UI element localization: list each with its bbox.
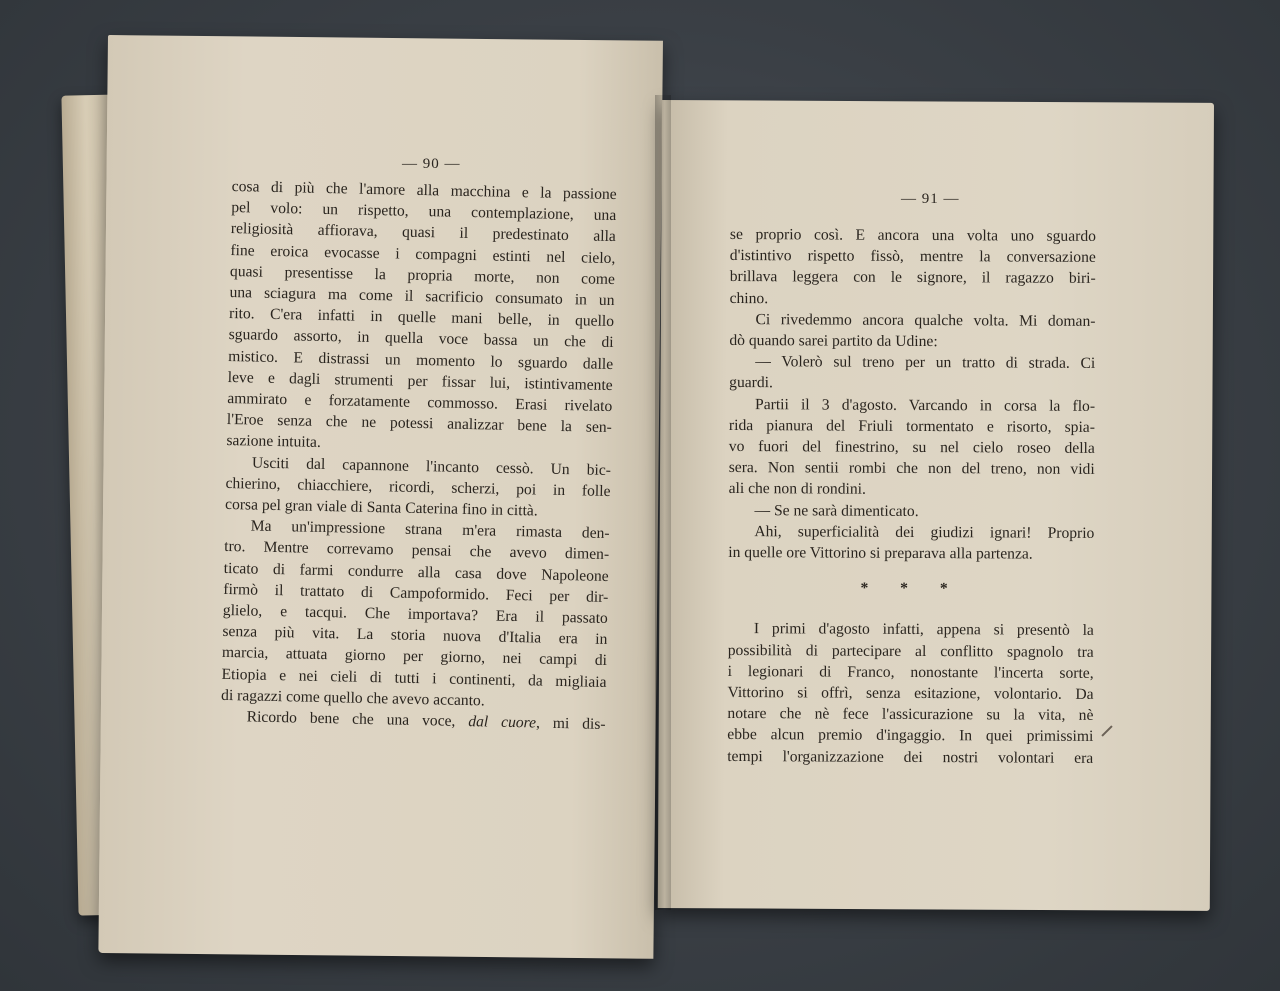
text-line: notare che nè fece l'assicurazione su la vita, nè xyxy=(727,705,1094,725)
text-line: rida pianura del Friuli tormentato e risorto, spia- xyxy=(728,416,1095,436)
text-line: corsa pel gran viale di Santa Caterina fino in città. xyxy=(224,495,538,520)
text-line: ticato di farmi condurre alla casa dove Napoleone xyxy=(223,559,609,585)
left-page-number: — 90 — xyxy=(402,156,461,172)
text-line: sguardo assorto, in quella voce bassa un che di xyxy=(228,326,614,352)
text-line: ebbe alcun premio d'ingaggio. In quei primissimi xyxy=(727,726,1094,746)
right-page-number: — 91 — xyxy=(901,191,960,207)
book-gutter xyxy=(655,95,671,910)
text-line: chino. xyxy=(729,289,769,307)
text-line: glielo, e tacqui. Che importava? Era il passato xyxy=(222,601,608,628)
text-line: — Volerò sul treno per un tratto di strada. Ci xyxy=(755,353,1096,373)
text-line: Partii il 3 d'agosto. Varcando in corsa la flo- xyxy=(755,395,1096,415)
text-line: Ricordo bene che una voce, dal cuore, mi dis- xyxy=(246,708,606,734)
text-line: guardi. xyxy=(729,374,773,392)
right-page-text xyxy=(727,224,1096,769)
text-line: chierino, chiacchiere, ricordi, scherzi, poi in folle xyxy=(225,474,611,500)
text-line: Vittorino si offrì, senza esitazione, volontario. Da xyxy=(727,684,1094,703)
text-line: dò quando sarei partito da Udine: xyxy=(729,332,938,351)
text-line: d'istintivo rispetto fissò, mentre la conversazione xyxy=(729,247,1096,267)
text-line: — Se ne sarà dimenticato. xyxy=(754,501,919,520)
text-line: brillava leggera con le signore, il ragazzo biri- xyxy=(729,268,1096,288)
italic-phrase: dal cuore xyxy=(468,713,537,732)
text-line: in quelle ore Vittorino si preparava alla partenza. xyxy=(728,544,1033,563)
left-page-text xyxy=(220,176,616,735)
text-line: tro. Mentre correvamo pensai che avevo dimen- xyxy=(224,538,610,564)
text-line: religiosità affiorava, quasi il predestinato alla xyxy=(230,220,616,246)
text-line: fine eroica evocasse i compagni estinti nel cielo, xyxy=(230,241,616,267)
text-line: sazione intuita. xyxy=(226,432,322,452)
text-line: tempi l'organizzazione dei nostri volontari era xyxy=(727,747,1094,767)
text-line: Ahi, superficialità dei giudizi ignari! Proprio xyxy=(754,522,1095,542)
section-separator: * * * xyxy=(860,579,962,598)
text-line: Ci rivedemmo ancora qualche volta. Mi doman- xyxy=(755,310,1096,330)
text-line: di ragazzi come quello che avevo accanto. xyxy=(220,686,485,710)
text-line: firmò il trattato di Campoformido. Feci per dir- xyxy=(223,580,609,606)
text-line: mistico. E distrassi un momento lo sguardo dalle xyxy=(228,347,614,373)
text-line: ammirato e forzatamente commosso. Erasi rivelato xyxy=(227,389,613,416)
text-line: Ma un'impressione strana m'era rimasta den- xyxy=(250,517,610,543)
text-line: Etiopia e nei cieli di tutti i continenti, da migliaia xyxy=(221,665,607,691)
text-line: quasi presentisse la propria morte, non come xyxy=(229,262,616,288)
text-line: Usciti dal capannone l'incanto cessò. Un bic- xyxy=(251,454,612,479)
text-line: marcia, attuata giorno per giorno, nei campi di xyxy=(221,644,608,670)
text-line: una sciagura ma come il sacrificio consumato in un xyxy=(229,283,615,310)
text-line: l'Eroe senza che ne potessi analizzar bene la sen- xyxy=(226,411,612,437)
text-line: pel volo: un rispetto, una contemplazione, una xyxy=(231,199,617,225)
text-line: cosa di più che l'amore alla macchina e la passione xyxy=(231,177,617,204)
text-line: se proprio così. E ancora una volta uno sguardo xyxy=(729,225,1096,245)
text-line: rito. C'era infatti in quelle mani belle, in quello xyxy=(228,305,615,331)
text-line: possibilità di partecipare al conflitto spagnolo tra xyxy=(727,641,1094,661)
text-line: sera. Non sentii rombi che non del treno, non vidi xyxy=(728,459,1095,479)
text-line: vo fuori del finestrino, su nel cielo roseo della xyxy=(728,438,1095,457)
text-line: i legionari di Franco, nonostante l'incerta sorte, xyxy=(727,662,1094,682)
text-line: leve e dagli strumenti per fissar lui, istintivamente xyxy=(227,368,613,394)
text-line: senza più vita. La storia nuova d'Italia era in xyxy=(222,623,608,649)
text-line: ali che non di rondini. xyxy=(728,480,866,499)
text-line: I primi d'agosto infatti, appena si presentò la xyxy=(753,620,1094,640)
